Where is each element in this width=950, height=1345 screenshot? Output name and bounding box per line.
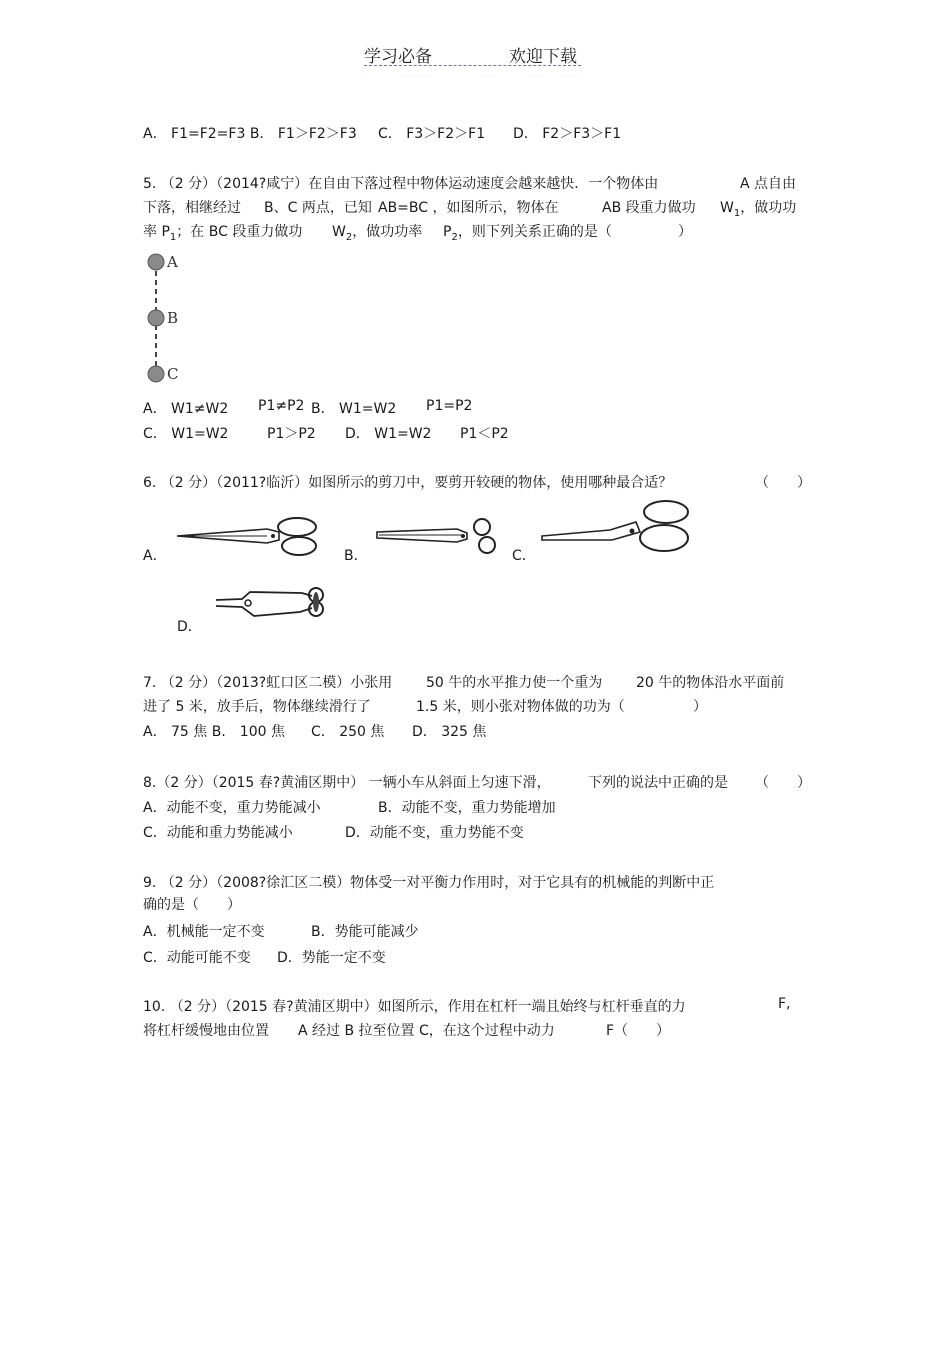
q9-option-b: B．势能可能减少 — [311, 924, 419, 940]
q5-w-sub: 1 — [733, 207, 741, 219]
q9-option-c: C．动能可能不变 — [143, 950, 251, 966]
q5-option-a: A． W1≠W2 — [143, 401, 229, 417]
header-right: 欢迎下载 — [509, 47, 577, 67]
q5-stem-line2-b: B、C 两点，已知 — [264, 200, 372, 216]
q5-stem-line2-d: AB 段重力做功 — [602, 200, 696, 216]
q7-stem-line2-c: ） — [693, 699, 707, 715]
q5-option-a-p: P1≠P2 — [258, 398, 305, 414]
q5-point-a: A — [167, 253, 178, 271]
q8-option-c: C．动能和重力势能减小 — [143, 825, 293, 841]
q5-ball-b-icon — [148, 310, 164, 326]
q4-option-ab: A． F1=F2=F3 B． F1＞F2＞F3 — [143, 126, 357, 142]
q5-w2-sub: 2 — [345, 231, 353, 243]
q5-stem-line3-b — [332, 221, 422, 243]
q5-point-b: B — [167, 309, 179, 327]
q6-label-b: B． — [344, 548, 368, 564]
q8-stem-b: 下列的说法中正确的是 — [588, 775, 728, 791]
q5-p2-symbol: P — [443, 224, 452, 240]
q5-p-prefix: 率 P — [143, 224, 170, 240]
q5-ball-c-icon — [148, 366, 164, 382]
q5-w2-tail: ，做功功率 — [352, 224, 423, 240]
q9-stem-line1: 9. （2 分）（2008?徐汇区二模）物体受一对平衡力作用时，对于它具有的机械能的判断中正 — [143, 875, 715, 891]
q7-stem-line2-a: 进了 5 米，放手后，物体继续滑行了 — [143, 699, 371, 715]
q5-stem-line2-c: AB=BC ，如图所示，物体在 — [378, 200, 559, 216]
q6-scissors-c-icon — [540, 498, 692, 556]
q8-answer-paren: （ ） — [755, 775, 811, 791]
q8-stem-a: 8.（2 分）（2015 春?黄浦区期中） 一辆小车从斜面上匀速下滑， — [143, 775, 551, 791]
q5-option-d: D． W1=W2 — [345, 426, 432, 442]
q5-stem-line3-d: ） — [678, 224, 692, 240]
q10-stem-line1: 10. （2 分）（2015 春?黄浦区期中）如图所示，作用在杠杆一端且始终与杠杆垂直的力 — [143, 999, 686, 1015]
header-left: 学习必备 — [364, 47, 432, 67]
q10-stem-line2-c: F（ ） — [606, 1023, 671, 1039]
q9-stem-line2: 确的是（ ） — [143, 897, 241, 913]
q5-option-b: B． W1=W2 — [311, 401, 397, 417]
q5-stem-line1-end: A 点自由 — [740, 176, 797, 192]
q4-option-c: C． F3＞F2＞F1 — [378, 126, 486, 142]
q5-w-tail: ，做功功 — [740, 200, 797, 216]
q5-figure — [140, 250, 200, 390]
q7-stem-line1-c: 20 牛的物体沿水平面前 — [636, 675, 785, 691]
q5-stem-line2-a: 下落，相继经过 — [143, 200, 241, 216]
q5-p-sub: 1 — [169, 231, 177, 243]
q5-stem-line1: 5. （2 分）（2014?咸宁）在自由下落过程中物体运动速度会越来越快．一个物体由 — [143, 176, 659, 192]
q5-option-c: C． W1=W2 — [143, 426, 229, 442]
q5-p2-sub: 2 — [451, 231, 458, 243]
q7-option-ab: A． 75 焦 B． 100 焦 — [143, 724, 285, 740]
q6-stem: 6. （2 分）（2011?临沂）如图所示的剪刀中，要剪开较硬的物体，使用哪种最合适？ — [143, 475, 673, 491]
q5-point-c: C — [167, 365, 179, 383]
q7-stem-line2-b: 1.5 米，则小张对物体做的功为（ — [416, 699, 625, 715]
q5-stem-line3-c — [443, 221, 612, 243]
q5-p-tail: ；在 BC 段重力做功 — [176, 224, 303, 240]
q6-label-d: D． — [177, 619, 202, 635]
q10-stem-line2-b: A 经过 B 拉至位置 C，在这个过程中动力 — [298, 1023, 555, 1039]
q7-option-d: D． 325 焦 — [412, 724, 487, 740]
q6-label-a: A． — [143, 548, 167, 564]
q10-stem-line1-end: F, — [778, 996, 791, 1012]
q5-option-d-p: P1＜P2 — [460, 426, 509, 442]
q6-label-c: C． — [512, 548, 536, 564]
q5-option-b-p: P1=P2 — [426, 398, 473, 414]
q5-w-symbol: W — [720, 200, 734, 216]
q8-option-b: B．动能不变，重力势能增加 — [378, 800, 556, 816]
q5-option-c-p: P1＞P2 — [267, 426, 316, 442]
q5-ball-a-icon — [148, 254, 164, 270]
q6-scissors-b-icon — [375, 518, 500, 554]
q5-stem-line2-e — [720, 197, 796, 219]
header-divider — [364, 65, 581, 66]
q6-answer-paren: （ ） — [755, 475, 811, 491]
q7-stem-line1-b: 50 牛的水平推力使一个重为 — [426, 675, 603, 691]
q9-option-a: A．机械能一定不变 — [143, 924, 265, 940]
q7-stem-line1-a: 7. （2 分）（2013?虹口区二模）小张用 — [143, 675, 393, 691]
q9-option-d: D．势能一定不变 — [277, 950, 386, 966]
q4-option-d: D． F2＞F3＞F1 — [513, 126, 622, 142]
q8-option-d: D．动能不变，重力势能不变 — [345, 825, 524, 841]
q6-scissors-d-icon — [212, 582, 334, 624]
q8-option-a: A．动能不变，重力势能减小 — [143, 800, 321, 816]
q7-option-c: C． 250 焦 — [311, 724, 385, 740]
q5-w2-symbol: W — [332, 224, 346, 240]
q10-stem-line2-a: 将杠杆缓慢地由位置 — [143, 1023, 269, 1039]
q6-scissors-a-icon — [175, 515, 320, 557]
q5-p2-tail: ，则下列关系正确的是（ — [457, 224, 612, 240]
q5-stem-line3-a — [143, 221, 302, 243]
